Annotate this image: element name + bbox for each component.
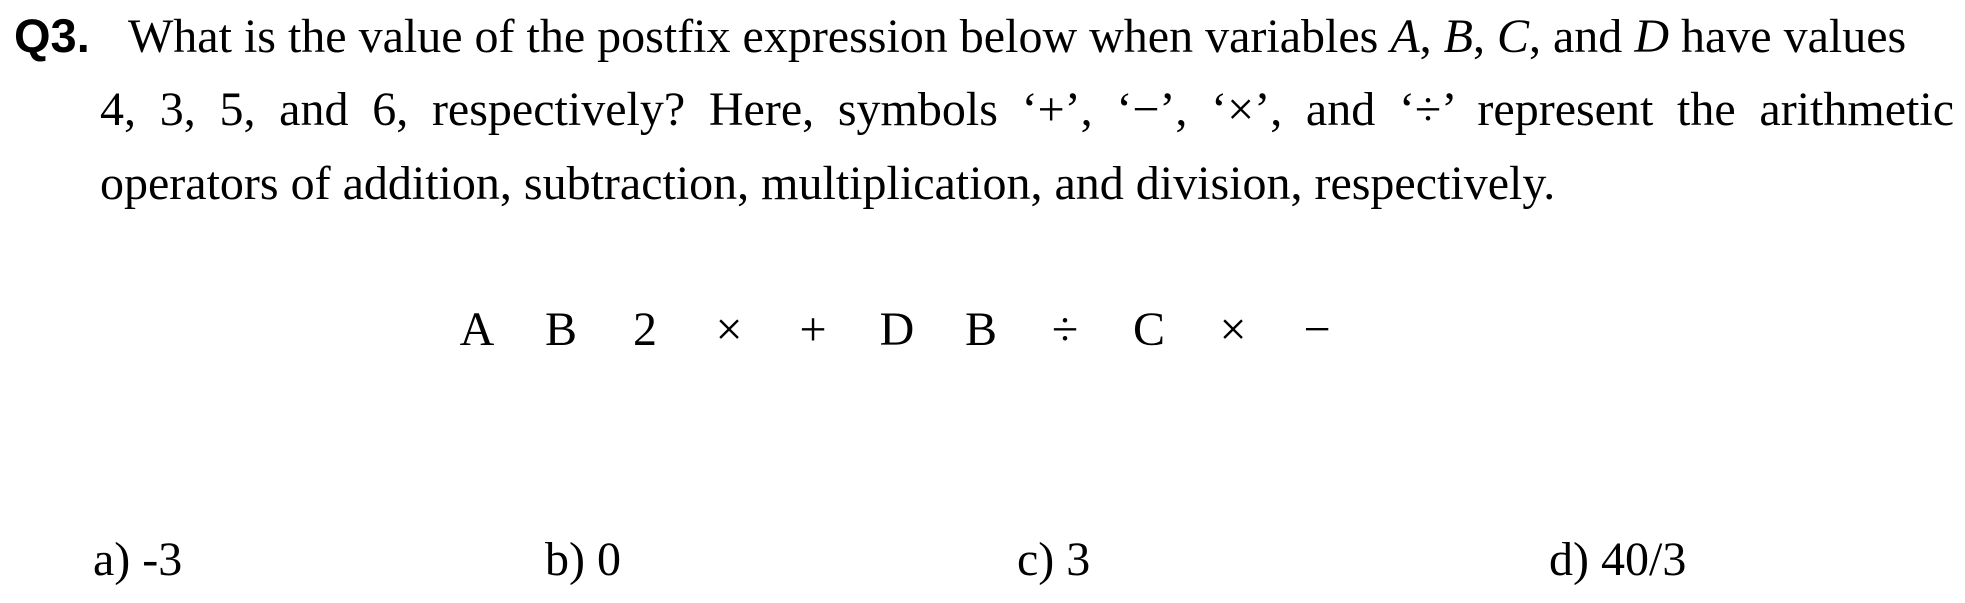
question-line-1 (14, 6, 1954, 67)
expression-token: ÷ (1051, 303, 1079, 356)
expression-token: 2 (633, 303, 657, 356)
expression-token: C (1132, 303, 1165, 356)
expression-token: × (1219, 303, 1247, 356)
variable-d: D (1634, 10, 1669, 63)
expression-token: A (459, 303, 495, 356)
answer-options (0, 530, 1965, 590)
option-b: b) 0 (545, 533, 621, 586)
option-c: c) 3 (1017, 533, 1091, 586)
separator-1: , (1419, 10, 1444, 63)
question-line-2: 4, 3, 5, and 6, respectively? Here, symbols ‘+’, ‘−’, ‘×’, and ‘÷’ represent the arithmetic (100, 83, 1954, 136)
separator-3: , and (1529, 10, 1635, 63)
expression-token: × (715, 303, 743, 356)
variable-b: B (1443, 10, 1473, 63)
option-d: d) 40/3 (1549, 533, 1687, 586)
variable-c: C (1496, 10, 1529, 63)
expression-token: B (544, 303, 577, 356)
question-text-start: What is the value of the postfix expression below when variables (128, 10, 1391, 63)
postfix-expression (445, 300, 1369, 360)
expression-token: + (799, 303, 827, 356)
question-number: Q3. (14, 9, 90, 62)
question-line-3: operators of addition, subtraction, multiplication, and division, respectively. (100, 157, 1556, 210)
expression-token: B (964, 303, 997, 356)
expression-token: D (879, 303, 915, 356)
expression-token: − (1303, 303, 1331, 356)
question-text-line1-end: have values (1668, 10, 1907, 63)
option-a: a) -3 (93, 533, 183, 586)
variable-a: A (1390, 10, 1420, 63)
separator-2: , (1472, 10, 1497, 63)
